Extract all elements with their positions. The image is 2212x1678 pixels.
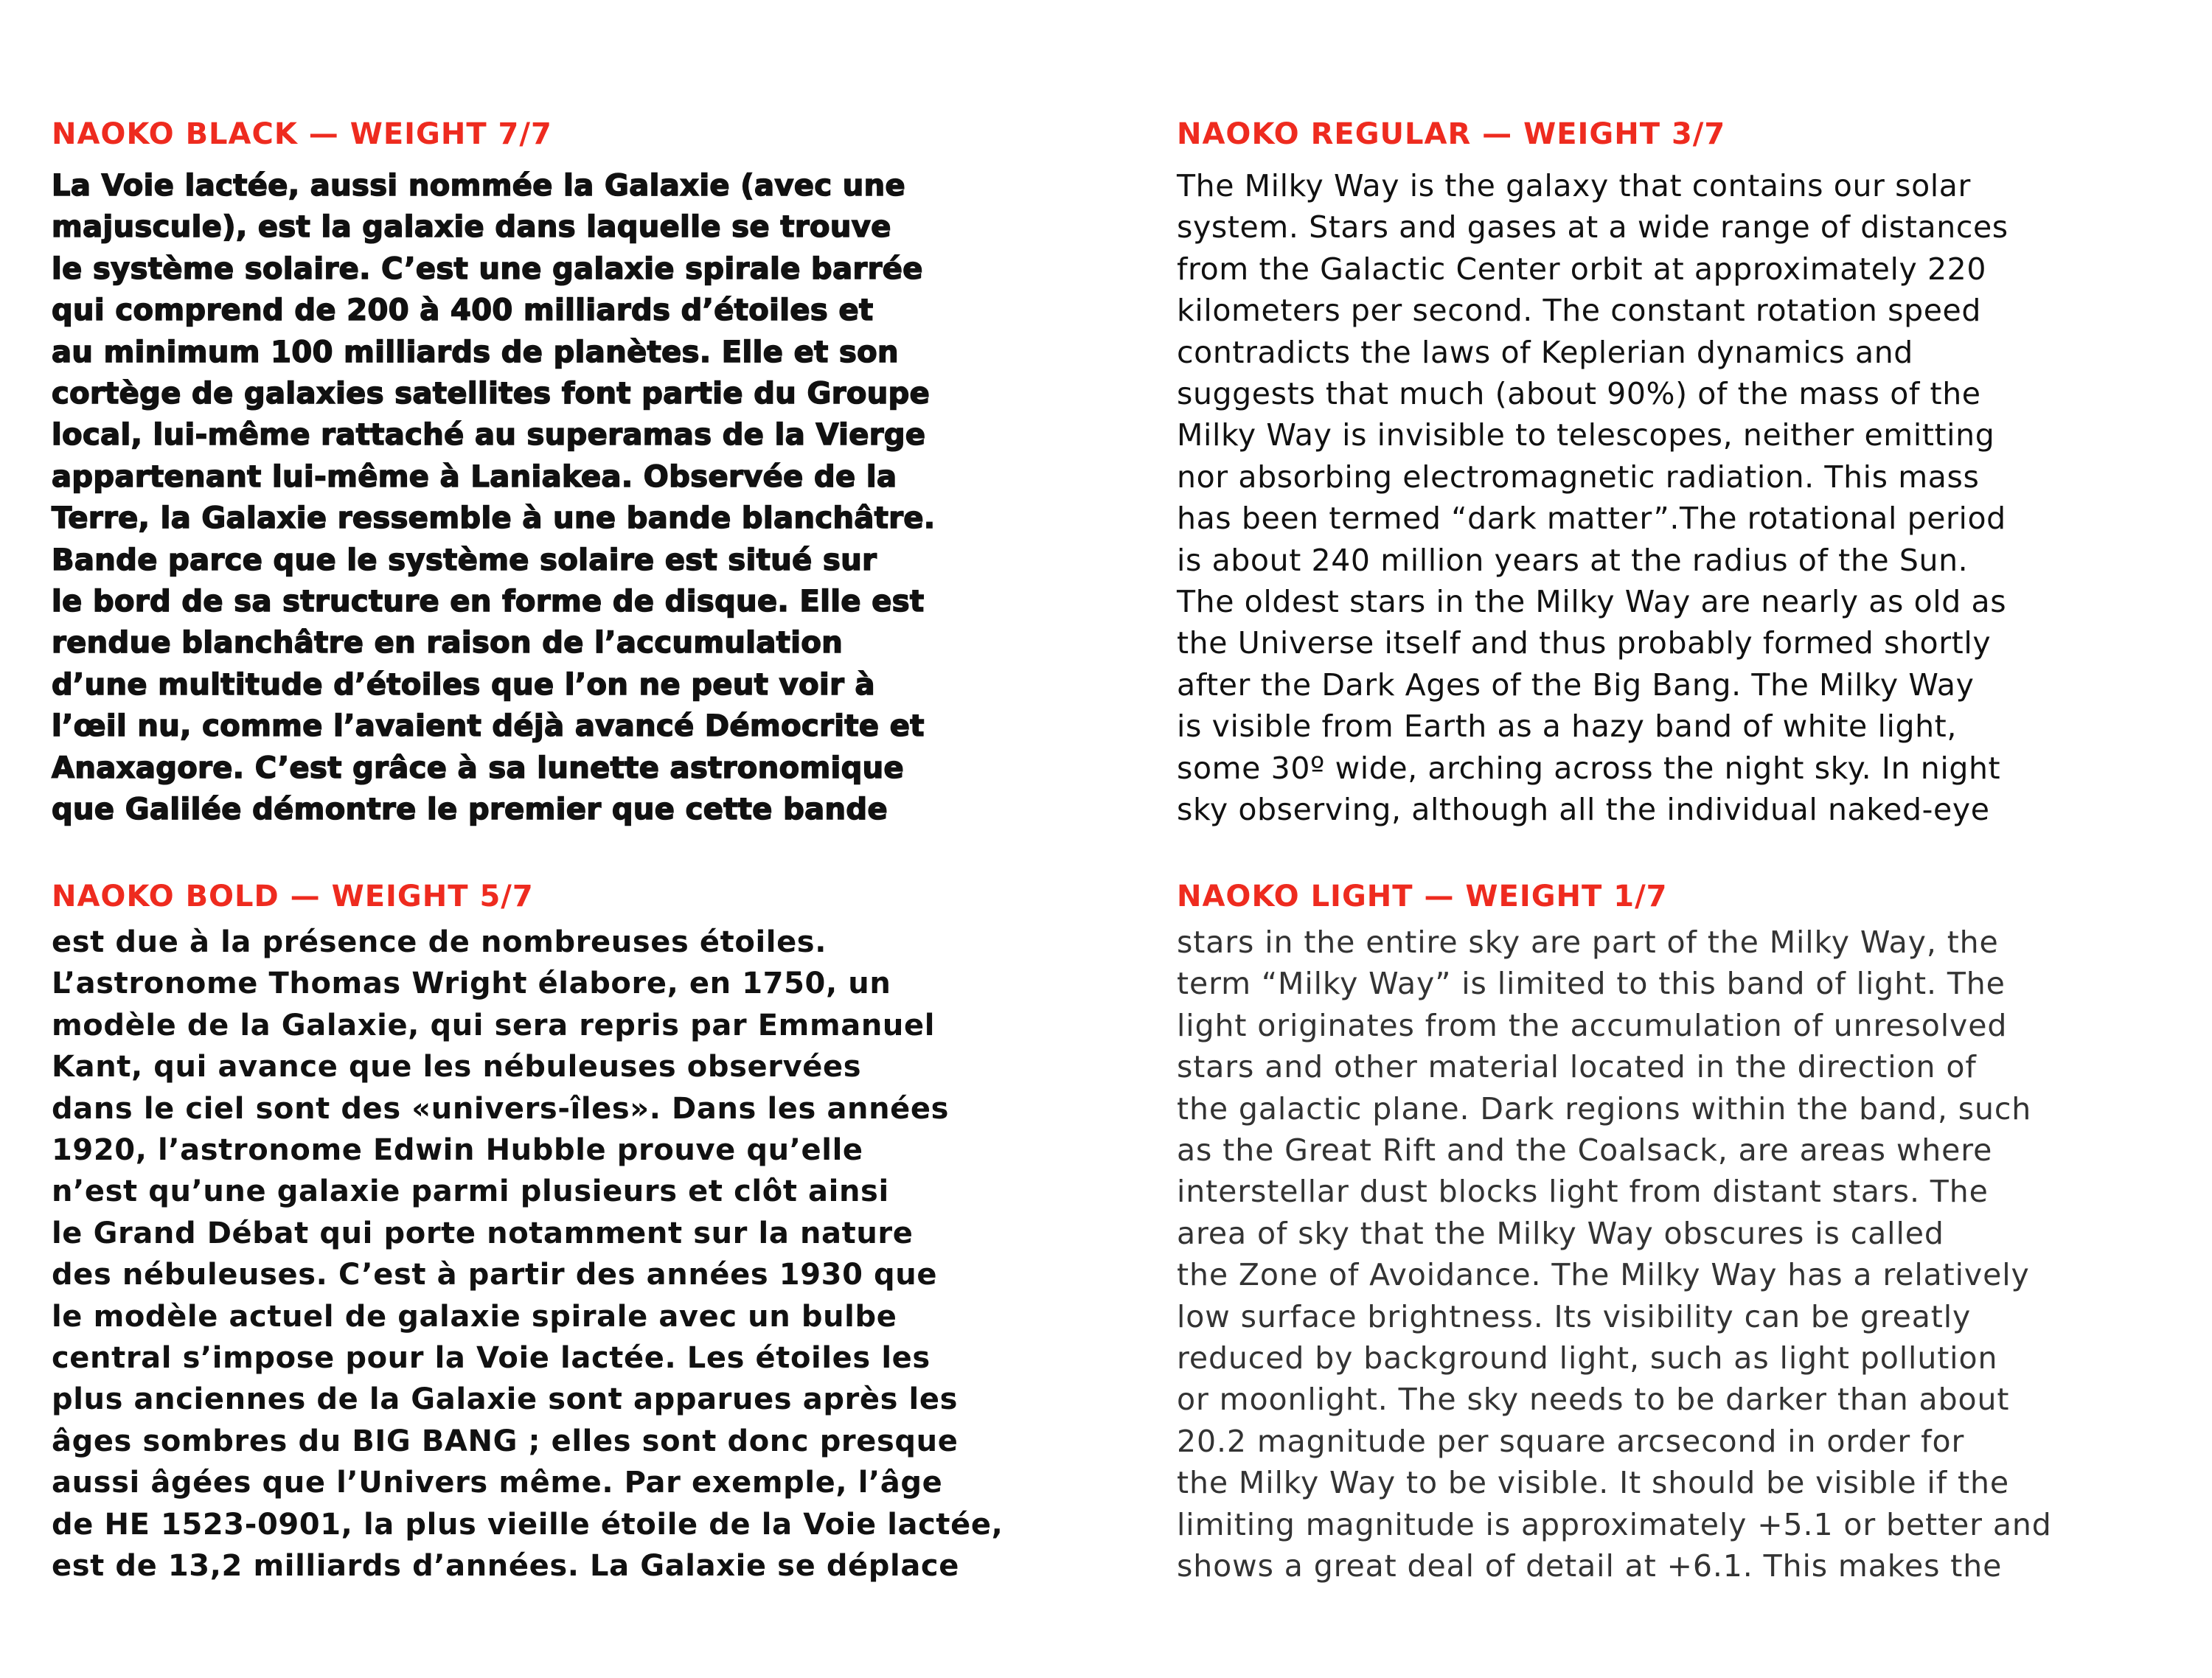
text-line: est due à la présence de nombreuses étoiles. (52, 925, 827, 959)
specimen-black (52, 114, 1099, 831)
text-line: des nébuleuses. C’est à partir des années 1930 que (52, 1258, 938, 1292)
text-line: term “Milky Way” is limited to this band of light. The (1177, 966, 2006, 1002)
text-line: sky observing, although all the individual naked-eye (1177, 792, 1990, 828)
text-line: Bande parce que le système solaire est situé sur (52, 543, 877, 577)
text-line: nor absorbing electromagnetic radiation. This mass (1177, 459, 1980, 495)
text-line: interstellar dust blocks light from distant stars. The (1177, 1174, 1989, 1210)
text-line: some 30º wide, arching across the night sky. In night (1177, 750, 2001, 786)
text-line: low surface brightness. Its visibility can be greatly (1177, 1298, 1972, 1334)
text-line: que Galilée démontre le premier que cette bande (52, 793, 888, 827)
text-line: has been termed “dark matter”.The rotational period (1177, 501, 2006, 537)
specimen-text (52, 922, 1099, 1587)
text-line: the galactic plane. Dark regions within the band, such (1177, 1090, 2032, 1127)
text-line: suggests that much (about 90%) of the mass of the (1177, 376, 1981, 412)
text-line: Anaxagore. C’est grâce à sa lunette astronomique (52, 751, 905, 785)
text-line: shows a great deal of detail at +6.1. This makes the (1177, 1548, 2003, 1584)
text-line: The oldest stars in the Milky Way are nearly as old as (1177, 584, 2007, 620)
text-line: le Grand Débat qui porte notamment sur la nature (52, 1216, 914, 1250)
text-line: the Milky Way to be visible. It should be visible if the (1177, 1465, 2009, 1501)
specimen-heading: NAOKO BOLD — WEIGHT 5/7 (52, 880, 534, 913)
text-line: cortège de galaxies satellites font partie du Groupe (52, 377, 931, 411)
text-line: le système solaire. C’est une galaxie spirale barrée (52, 251, 923, 286)
text-line: central s’impose pour la Voie lactée. Les étoiles les (52, 1341, 931, 1376)
text-line: dans le ciel sont des «univers-îles». Dans les années (52, 1091, 950, 1126)
text-line: le modèle actuel de galaxie spirale avec un bulbe (52, 1299, 897, 1334)
text-line: system. Stars and gases at a wide range of distances (1177, 209, 2008, 246)
text-line: light originates from the accumulation of unresolved (1177, 1007, 2008, 1043)
text-line: au minimum 100 milliards de planètes. Elle et son (52, 335, 899, 369)
text-line: L’astronome Thomas Wright élabore, en 1750, un (52, 967, 891, 1001)
text-line: le bord de sa structure en forme de disque. Elle est (52, 585, 925, 619)
text-line: Milky Way is invisible to telescopes, neither emitting (1177, 417, 1995, 453)
text-line: rendue blanchâtre en raison de l’accumulation (52, 626, 844, 661)
text-line: local, lui-même rattaché au superamas de la Vierge (52, 418, 926, 453)
text-line: Kant, qui avance que les nébuleuses observées (52, 1050, 862, 1085)
text-line: âges sombres du BIG BANG ; elles sont donc presque (52, 1424, 959, 1458)
specimen-heading: NAOKO LIGHT — WEIGHT 1/7 (1177, 880, 1668, 913)
text-line: de HE 1523-0901, la plus vieille étoile de la Voie lactée, (52, 1507, 1004, 1542)
text-line: modèle de la Galaxie, qui sera repris par Emmanuel (52, 1008, 936, 1042)
text-line: or moonlight. The sky needs to be darker than about (1177, 1382, 2010, 1418)
text-line: from the Galactic Center orbit at approximately 220 (1177, 251, 1987, 287)
text-line: 1920, l’astronome Edwin Hubble prouve qu’elle (52, 1133, 863, 1168)
specimen-light (1177, 876, 2212, 1587)
text-line: kilometers per second. The constant rotation speed (1177, 293, 1981, 329)
text-line: the Universe itself and thus probably formed shortly (1177, 625, 1992, 661)
text-line: appartenant lui-même à Laniakea. Observée de la (52, 459, 897, 494)
specimen-text (52, 165, 1099, 831)
text-line: stars and other material located in the direction of (1177, 1049, 1977, 1085)
text-line: after the Dark Ages of the Big Bang. The Milky Way (1177, 666, 1975, 703)
specimen-heading: NAOKO REGULAR — WEIGHT 3/7 (1177, 117, 1726, 151)
text-line: d’une multitude d’étoiles que l’on ne peut voir à (52, 667, 875, 702)
text-line: qui comprend de 200 à 400 milliards d’étoiles et (52, 293, 874, 328)
text-line: aussi âgées que l’Univers même. Par exemple, l’âge (52, 1466, 943, 1500)
text-line: area of sky that the Milky Way obscures is called (1177, 1215, 1944, 1251)
text-line: The Milky Way is the galaxy that contains our solar (1177, 168, 1971, 203)
text-line: plus anciennes de la Galaxie sont apparues après les (52, 1382, 958, 1417)
text-line: l’œil nu, comme l’avaient déjà avancé Démocrite et (52, 709, 925, 744)
text-line: Terre, la Galaxie ressemble à une bande blanchâtre. (52, 501, 936, 536)
specimen-text (1177, 165, 2212, 831)
specimen-bold (52, 876, 1099, 1587)
text-line: reduced by background light, such as light pollution (1177, 1340, 1998, 1376)
text-line: n’est qu’une galaxie parmi plusieurs et clôt ainsi (52, 1174, 889, 1209)
text-line: the Zone of Avoidance. The Milky Way has a relatively (1177, 1257, 2030, 1293)
text-line: contradicts the laws of Keplerian dynamics and (1177, 334, 1913, 370)
specimen-regular (1177, 114, 2212, 831)
text-line: majuscule), est la galaxie dans laquelle se trouve (52, 210, 891, 245)
text-line: as the Great Rift and the Coalsack, are areas where (1177, 1132, 1993, 1169)
text-line: 20.2 magnitude per square arcsecond in order for (1177, 1423, 1965, 1459)
text-line: is visible from Earth as a hazy band of white light, (1177, 709, 1957, 745)
specimen-heading: NAOKO BLACK — WEIGHT 7/7 (52, 117, 552, 151)
text-line: La Voie lactée, aussi nommée la Galaxie (avec une (52, 169, 906, 203)
text-line: limiting magnitude is approximately +5.1 or better and (1177, 1506, 2052, 1542)
text-line: stars in the entire sky are part of the Milky Way, the (1177, 925, 1999, 960)
text-line: is about 240 million years at the radius of the Sun. (1177, 542, 1969, 578)
specimen-text (1177, 922, 2212, 1587)
text-line: est de 13,2 milliards d’années. La Galaxie se déplace (52, 1549, 959, 1584)
